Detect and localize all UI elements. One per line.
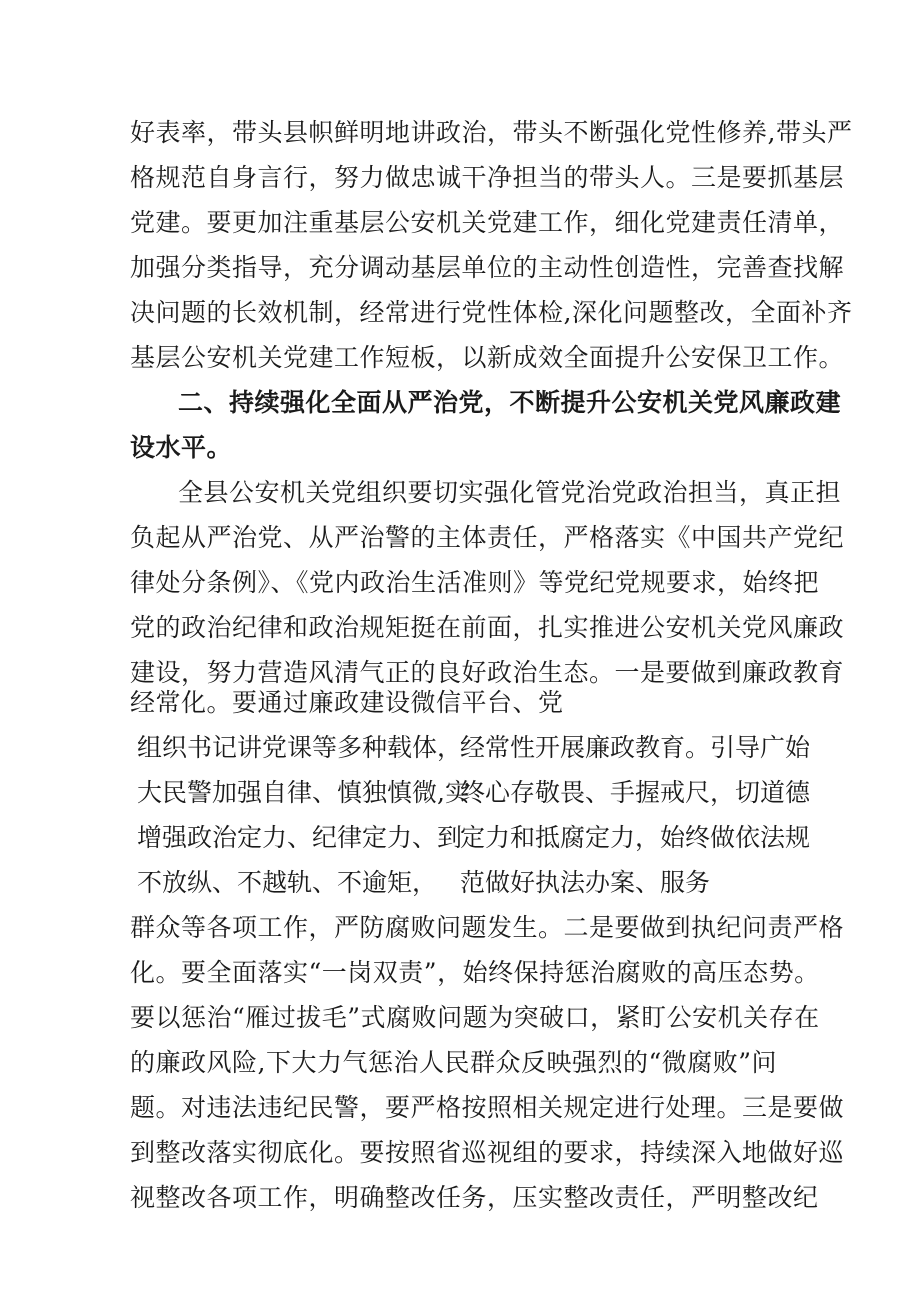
- text-line: 题。对违法违纪民警，要严格按照相关规定进行处理。三是要做: [130, 1093, 845, 1122]
- text-line: 全县公安机关党组织要切实强化管党治党政治担当，真正担: [178, 478, 842, 507]
- text-line: 律处分条例》、《党内政治生活准则》等党纪党规要求，始终把: [130, 568, 820, 597]
- heading-line: 二、持续强化全面从严治党，不断提升公安机关党风廉政建: [178, 388, 842, 417]
- text-line: 好表率，带头县帜鲜明地讲政治，带头不断强化党性修养,带头严: [130, 118, 853, 147]
- text-line: 的廉政风险,下大力气惩治人民群众反映强烈的“微腐败”问: [130, 1048, 778, 1077]
- heading-line: 设水平。: [130, 433, 233, 462]
- left-column-line: 不放纵、不越轨、不逾矩，: [137, 868, 438, 897]
- text-line: 党的政治纪律和政治规矩挺在前面，扎实推进公安机关党风廉政: [130, 613, 845, 642]
- text-line: 负起从严治党、从严治警的主体责任，严格落实《中国共产党纪: [130, 523, 845, 552]
- text-line: 经常化。要通过廉政建设微信平台、党: [130, 688, 564, 717]
- right-column-line: 范做好执法办案、服务: [460, 868, 711, 897]
- text-line: 群众等各项工作，严防腐败问题发生。二是要做到执纪问责严格: [130, 913, 845, 942]
- right-column-line: 终心存敬畏、手握戒尺，切道德: [460, 778, 811, 807]
- text-line: 党建。要更加注重基层公安机关党建工作，细化党建责任清单，: [130, 208, 845, 237]
- left-column-line: 大民警加强自律、慎独慎微,实: [137, 778, 470, 807]
- right-column-line: 定力和抵腐定力，始终做依法规: [460, 823, 811, 852]
- text-line: 视整改各项工作，明确整改任务，压实整改责任，严明整改纪: [130, 1183, 819, 1212]
- text-line: 格规范自身言行，努力做忠诚干净担当的带头人。三是要抓基层: [130, 163, 845, 192]
- text-line: 要以惩治“雁过拔毛”式腐败问题为突破口，紧盯公安机关存在: [130, 1003, 820, 1032]
- text-line: 基层公安机关党建工作短板，以新成效全面提升公安保卫工作。: [130, 343, 845, 372]
- text-line: 决问题的长效机制，经常进行党性体检,深化问题整改，全面补齐: [130, 298, 853, 327]
- left-column-line: 组织书记讲党课等多种载体，: [137, 733, 463, 762]
- right-column-line: 经常性开展廉政教育。引导广始: [460, 733, 811, 762]
- text-line: 建设，努力营造风清气正的良好政治生态。一是要做到廉政教育: [130, 658, 845, 687]
- left-column-line: 增强政治定力、纪律定力、到: [137, 823, 463, 852]
- text-line: 加强分类指导，充分调动基层单位的主动性创造性，完善查找解: [130, 253, 845, 282]
- text-line: 到整改落实彻底化。要按照省巡视组的要求，持续深入地做好巡: [130, 1138, 845, 1167]
- text-line: 化。要全面落实“一岗双责”，始终保持惩治腐败的高压态势。: [130, 958, 820, 987]
